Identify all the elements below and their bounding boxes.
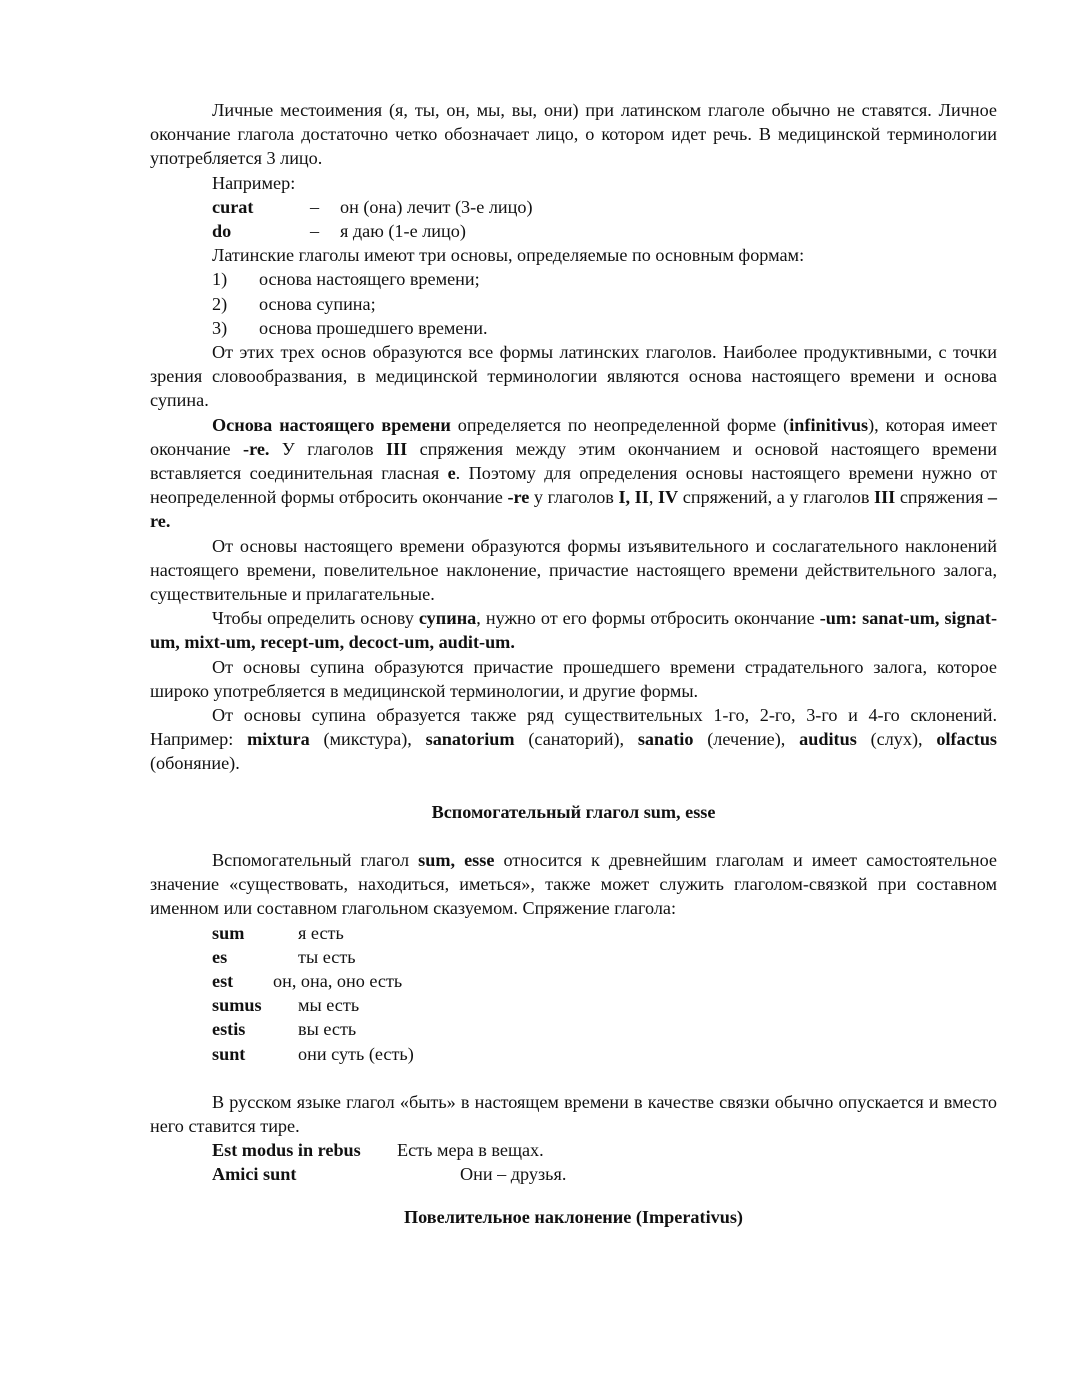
text-run: (микстура), xyxy=(309,729,426,750)
text-run: (обоняние). xyxy=(150,753,240,774)
latin-saying: Est modus in rebus xyxy=(212,1140,361,1161)
example-dash: – xyxy=(310,196,320,217)
stem-list-item xyxy=(150,292,997,316)
stem-text: основа прошедшего времени. xyxy=(259,317,488,338)
text-run: спряжения xyxy=(895,487,988,508)
stems-intro: Латинские глаголы имеют три основы, определяемые по основным формам: xyxy=(212,245,805,266)
stem-number: 2) xyxy=(212,293,228,314)
text-run: Вспомогательный глагол xyxy=(212,849,419,870)
conjugation-row xyxy=(150,969,997,993)
conjugation-form: estis xyxy=(212,1019,246,1040)
text-run: У глаголов xyxy=(269,438,386,459)
latin-saying-row xyxy=(150,1162,997,1186)
text-run: , нужно от его формы отбросить окончание xyxy=(476,608,820,629)
spacer xyxy=(150,824,997,848)
bold-term: Основа настоящего времени xyxy=(212,414,451,435)
bold-term: -re. xyxy=(243,438,270,459)
paragraph-supine-forms: От основы супина образуются причастие прошедшего времени страдательного залога, которое широко употребляется в медицинской терминологии, и другие формы. xyxy=(150,656,997,701)
bold-term: mixtura xyxy=(247,729,310,750)
text-run: у глаголов xyxy=(529,487,619,508)
text-run: Чтобы определить основу xyxy=(212,608,419,629)
section-heading-sum: Вспомогательный глагол sum, esse xyxy=(431,801,716,822)
bold-term: sanatorium xyxy=(425,729,515,750)
example-text: он (она) лечит (3-е лицо) xyxy=(340,196,533,217)
text-run: (слух), xyxy=(856,729,937,750)
conjugation-form: sum xyxy=(212,922,245,943)
conjugation-translation: они суть (есть) xyxy=(298,1043,414,1064)
document-page xyxy=(150,98,997,1229)
stem-number: 3) xyxy=(212,317,228,338)
conjugation-translation: мы есть xyxy=(298,995,360,1016)
paragraph-sum-esse xyxy=(150,848,997,921)
spacer xyxy=(150,776,997,800)
conjugation-row xyxy=(150,921,997,945)
bold-term: infinitivus xyxy=(789,414,869,435)
text-run: От основы супина образуется также ряд существительных 1-го, 2-го, 3-го и 4-го склонений. Например: xyxy=(150,705,997,750)
text-run: ), которая имеет окончание xyxy=(150,414,997,459)
spacer xyxy=(150,1066,997,1090)
conjugation-row xyxy=(150,1042,997,1066)
paragraph-russian-copula: В русском языке глагол «быть» в настоящем времени в качестве связки обычно опускается и вместо него ставится тире. xyxy=(150,1091,997,1136)
paragraph-present-stem xyxy=(150,413,997,534)
conjugation-translation: вы есть xyxy=(298,1019,357,1040)
paragraph-supine-stem xyxy=(150,606,997,654)
text-run: спряжения между этим окончанием и основой настоящего времени вставляется соединительная гласная xyxy=(150,438,997,484)
text-run: спряжений, а у глаголов xyxy=(678,487,875,508)
bold-term: – re. xyxy=(150,487,998,532)
paragraph-present-forms: От основы настоящего времени образуются формы изъявительного и сослагательного наклонений настоящего времени, повелительное наклонение, причастие настоящего времени действительного залога, существительные и прилагательные. xyxy=(150,535,997,605)
conjugation-form: sumus xyxy=(212,995,262,1016)
bold-term: sanatio xyxy=(637,729,694,750)
conjugation-row xyxy=(150,993,997,1017)
text-run: (санаторий), xyxy=(514,729,638,750)
stem-text: основа настоящего времени; xyxy=(259,269,480,290)
stem-list-item xyxy=(150,316,997,340)
conjugation-row xyxy=(150,945,997,969)
conjugation-row xyxy=(150,1017,997,1041)
text-run: , xyxy=(648,487,658,508)
bold-term: e xyxy=(447,463,456,484)
text-run: (лечение), xyxy=(693,729,800,750)
text-run: определяется по неопределенной форме ( xyxy=(450,414,790,435)
saying-translation: Они – друзья. xyxy=(460,1164,567,1185)
example-row xyxy=(150,219,997,243)
bold-term: -um: sanat-um, signat-um, mixt-um, recept-um, decoct-um, audit-um. xyxy=(150,608,997,653)
example-term: do xyxy=(212,221,232,242)
spacer xyxy=(150,1187,997,1205)
conjugation-translation: я есть xyxy=(298,922,344,943)
latin-saying: Amici sunt xyxy=(212,1164,297,1185)
paragraph-personal-pronouns: Личные местоимения (я, ты, он, мы, вы, они) при латинском глаголе обычно не ставятся. Личное окончание глагола достаточно четко обозначает лицо, о котором идет речь. В медицинской терминологии употребляется 3 лицо. xyxy=(150,100,997,169)
conjugation-form: es xyxy=(212,946,228,967)
example-text: я даю (1-е лицо) xyxy=(340,221,466,242)
latin-saying-row xyxy=(150,1138,997,1162)
bold-term: olfactus xyxy=(936,729,998,750)
example-term: curat xyxy=(212,196,254,217)
stem-number: 1) xyxy=(212,269,228,290)
text-run: относится к древнейшим глаголам и имеет самостоятельное значение «существовать, находиться, иметься», также может служить глаголом-связкой при составном именном или составном глагольном сказуемом. Спряжение глагола: xyxy=(150,849,997,919)
paragraph-stem-forms: От этих трех основ образуются все формы латинских глаголов. Наиболее продуктивными, с точки зрения словообразвания, в медицинской терминологии являются основа настоящего времени и основа супина. xyxy=(150,342,997,411)
text-run: . Поэтому для определения основы настоящего времени нужно от неопределенной формы отбросить окончание xyxy=(150,463,997,508)
conjugation-translation: он, она, оно есть xyxy=(273,970,403,991)
bold-term: IV xyxy=(657,487,679,508)
stem-list-item xyxy=(150,267,997,291)
saying-translation: Есть мера в вещах. xyxy=(397,1140,544,1161)
bold-term: I, II xyxy=(618,487,649,508)
conjugation-translation: ты есть xyxy=(298,946,356,967)
bold-term: -re xyxy=(507,487,530,508)
paragraph-supine-nouns xyxy=(150,703,997,776)
bold-term: III xyxy=(874,487,896,508)
stem-text: основа супина; xyxy=(259,293,376,314)
section-heading-imperative: Повелительное наклонение (Imperativus) xyxy=(404,1206,743,1227)
example-row xyxy=(150,195,997,219)
conjugation-form: est xyxy=(212,970,234,991)
example-intro: Например: xyxy=(212,172,296,193)
bold-term: III xyxy=(385,438,408,459)
bold-term: auditus xyxy=(799,729,857,750)
conjugation-form: sunt xyxy=(212,1043,246,1064)
bold-term: супина xyxy=(418,608,477,629)
example-dash: – xyxy=(310,221,320,242)
bold-term: sum, esse xyxy=(418,849,495,870)
